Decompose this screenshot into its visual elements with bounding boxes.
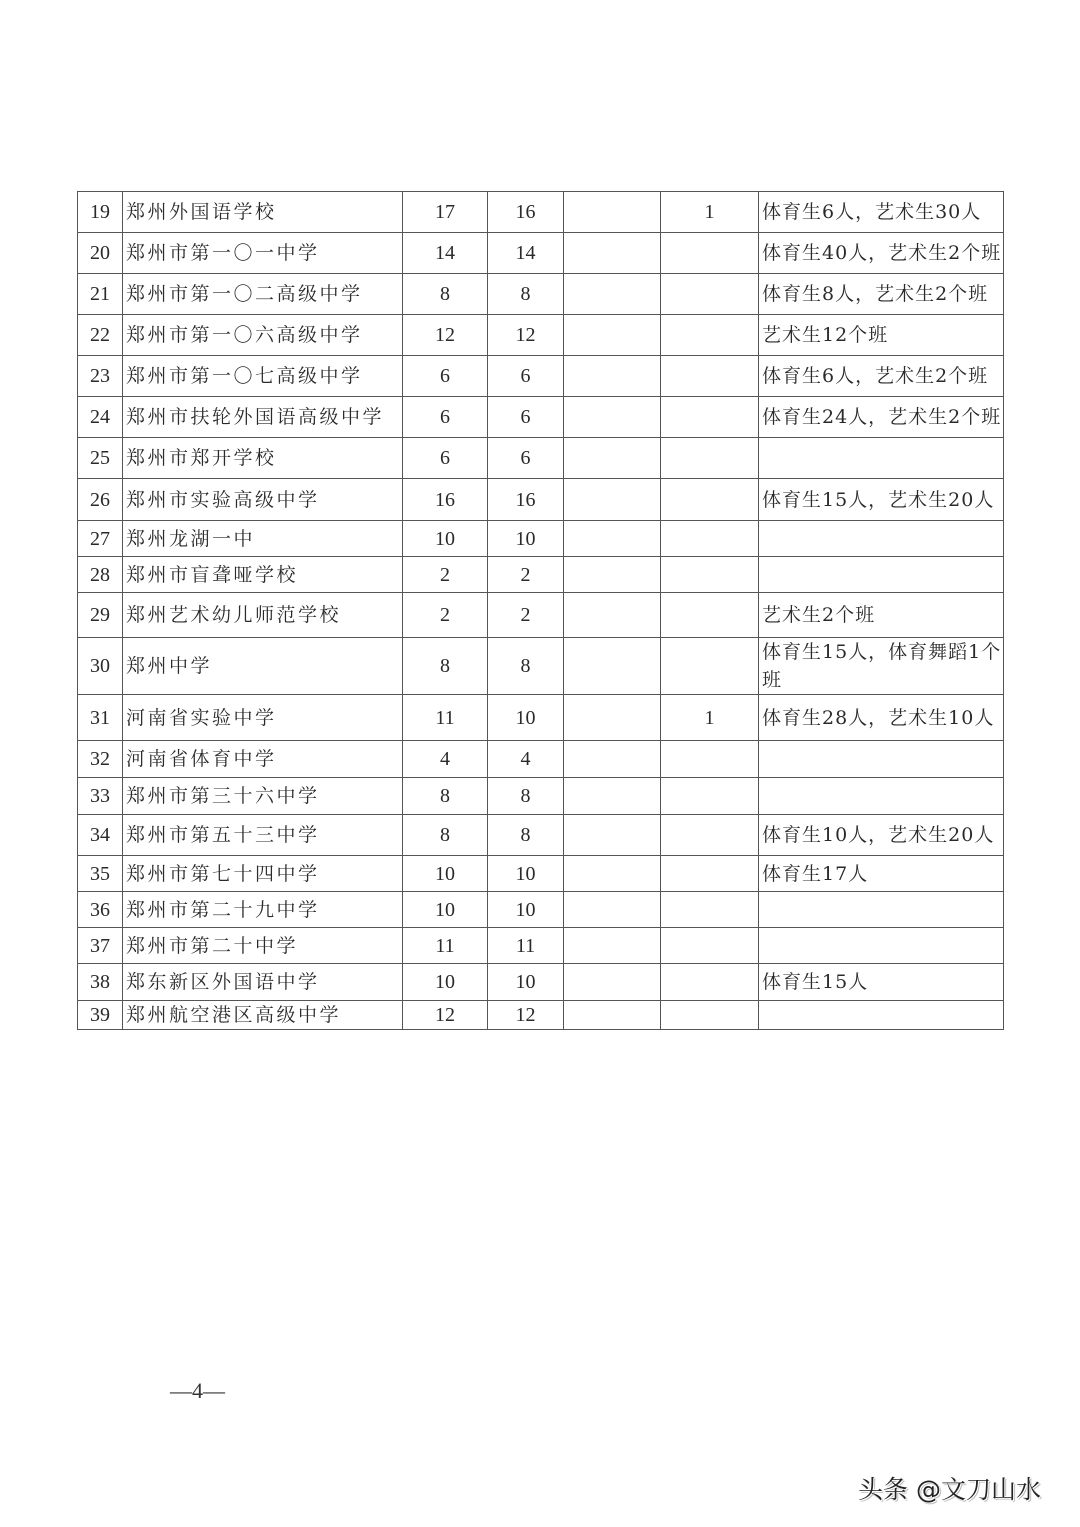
remarks-cell: 艺术生12个班 (759, 315, 1004, 356)
remarks-cell: 体育生6人，艺术生30人 (759, 192, 1004, 233)
table-row (78, 638, 1004, 695)
watermark: 头条 @文刀山水 (858, 1475, 1041, 1504)
page-number: —4— (170, 1378, 225, 1403)
row-number-cell: 39 (78, 1001, 123, 1030)
column-6-cell (661, 1001, 759, 1030)
table-row (78, 521, 1004, 557)
table-row (78, 815, 1004, 856)
column-5-cell (564, 695, 661, 741)
general-classes-cell: 12 (488, 1001, 564, 1030)
column-5-cell (564, 192, 661, 233)
column-5-cell (564, 593, 661, 638)
total-classes-cell: 4 (403, 741, 488, 778)
total-classes-cell: 8 (403, 638, 488, 695)
remarks-cell (759, 1001, 1004, 1030)
table-row (78, 892, 1004, 928)
remarks-cell (759, 557, 1004, 593)
school-name-cell: 河南省实验中学 (123, 695, 403, 741)
general-classes-cell: 8 (488, 778, 564, 815)
school-name-cell: 郑州市第二十九中学 (123, 892, 403, 928)
column-5-cell (564, 274, 661, 315)
remarks-cell (759, 892, 1004, 928)
table-row (78, 593, 1004, 638)
total-classes-cell: 14 (403, 233, 488, 274)
school-name-cell: 郑州外国语学校 (123, 192, 403, 233)
table-row (78, 1001, 1004, 1030)
row-number-cell: 29 (78, 593, 123, 638)
general-classes-cell: 10 (488, 695, 564, 741)
table-row (78, 856, 1004, 892)
column-5-cell (564, 892, 661, 928)
column-5-cell (564, 438, 661, 479)
school-name-cell: 郑州市第五十三中学 (123, 815, 403, 856)
school-name-cell: 郑州中学 (123, 638, 403, 695)
row-number-cell: 25 (78, 438, 123, 479)
general-classes-cell: 10 (488, 856, 564, 892)
total-classes-cell: 17 (403, 192, 488, 233)
column-6-cell (661, 638, 759, 695)
remarks-cell (759, 928, 1004, 964)
column-5-cell (564, 638, 661, 695)
row-number-cell: 35 (78, 856, 123, 892)
general-classes-cell: 12 (488, 315, 564, 356)
row-number-cell: 36 (78, 892, 123, 928)
school-name-cell: 郑州市第一〇二高级中学 (123, 274, 403, 315)
general-classes-cell: 8 (488, 638, 564, 695)
remarks-cell: 体育生15人，体育舞蹈1个班 (759, 638, 1004, 695)
total-classes-cell: 10 (403, 892, 488, 928)
row-number-cell: 22 (78, 315, 123, 356)
column-6-cell: 1 (661, 695, 759, 741)
table-body (78, 192, 1004, 1030)
school-name-cell: 郑州市扶轮外国语高级中学 (123, 397, 403, 438)
table-row (78, 192, 1004, 233)
column-6-cell (661, 521, 759, 557)
column-6-cell (661, 438, 759, 479)
column-6-cell (661, 479, 759, 521)
general-classes-cell: 16 (488, 192, 564, 233)
total-classes-cell: 12 (403, 1001, 488, 1030)
row-number-cell: 31 (78, 695, 123, 741)
general-classes-cell: 6 (488, 438, 564, 479)
column-5-cell (564, 778, 661, 815)
remarks-cell: 体育生8人，艺术生2个班 (759, 274, 1004, 315)
remarks-cell (759, 438, 1004, 479)
row-number-cell: 20 (78, 233, 123, 274)
column-6-cell (661, 593, 759, 638)
remarks-cell: 体育生15人，艺术生20人 (759, 479, 1004, 521)
column-6-cell (661, 741, 759, 778)
remarks-cell: 体育生6人，艺术生2个班 (759, 356, 1004, 397)
column-6-cell (661, 233, 759, 274)
remarks-cell: 体育生28人，艺术生10人 (759, 695, 1004, 741)
total-classes-cell: 6 (403, 438, 488, 479)
column-5-cell (564, 521, 661, 557)
table-row (78, 928, 1004, 964)
row-number-cell: 34 (78, 815, 123, 856)
column-5-cell (564, 815, 661, 856)
row-number-cell: 28 (78, 557, 123, 593)
school-name-cell: 郑州龙湖一中 (123, 521, 403, 557)
total-classes-cell: 16 (403, 479, 488, 521)
row-number-cell: 23 (78, 356, 123, 397)
school-name-cell: 郑州市第三十六中学 (123, 778, 403, 815)
column-6-cell (661, 315, 759, 356)
table-row (78, 695, 1004, 741)
general-classes-cell: 2 (488, 593, 564, 638)
column-5-cell (564, 315, 661, 356)
column-5-cell (564, 233, 661, 274)
column-6-cell (661, 856, 759, 892)
school-name-cell: 郑州市第一〇七高级中学 (123, 356, 403, 397)
general-classes-cell: 10 (488, 521, 564, 557)
column-6-cell (661, 964, 759, 1001)
school-name-cell: 郑州市郑开学校 (123, 438, 403, 479)
table-row (78, 964, 1004, 1001)
general-classes-cell: 8 (488, 274, 564, 315)
table-row (78, 438, 1004, 479)
school-name-cell: 郑州市第一〇六高级中学 (123, 315, 403, 356)
column-6-cell (661, 397, 759, 438)
column-6-cell (661, 892, 759, 928)
row-number-cell: 24 (78, 397, 123, 438)
remarks-cell: 体育生24人，艺术生2个班 (759, 397, 1004, 438)
school-quota-table (77, 191, 1004, 1030)
general-classes-cell: 14 (488, 233, 564, 274)
total-classes-cell: 10 (403, 964, 488, 1001)
column-5-cell (564, 1001, 661, 1030)
total-classes-cell: 6 (403, 356, 488, 397)
school-name-cell: 郑东新区外国语中学 (123, 964, 403, 1001)
total-classes-cell: 11 (403, 695, 488, 741)
column-5-cell (564, 557, 661, 593)
row-number-cell: 32 (78, 741, 123, 778)
general-classes-cell: 4 (488, 741, 564, 778)
general-classes-cell: 16 (488, 479, 564, 521)
table-row (78, 397, 1004, 438)
remarks-cell (759, 741, 1004, 778)
table-row (78, 274, 1004, 315)
row-number-cell: 27 (78, 521, 123, 557)
row-number-cell: 19 (78, 192, 123, 233)
row-number-cell: 38 (78, 964, 123, 1001)
general-classes-cell: 2 (488, 557, 564, 593)
column-5-cell (564, 479, 661, 521)
total-classes-cell: 11 (403, 928, 488, 964)
school-name-cell: 郑州市第一〇一中学 (123, 233, 403, 274)
remarks-cell: 艺术生2个班 (759, 593, 1004, 638)
general-classes-cell: 10 (488, 892, 564, 928)
total-classes-cell: 2 (403, 593, 488, 638)
column-6-cell: 1 (661, 192, 759, 233)
remarks-cell (759, 778, 1004, 815)
row-number-cell: 26 (78, 479, 123, 521)
column-5-cell (564, 356, 661, 397)
table-row (78, 741, 1004, 778)
school-name-cell: 郑州市实验高级中学 (123, 479, 403, 521)
general-classes-cell: 11 (488, 928, 564, 964)
school-name-cell: 郑州市第七十四中学 (123, 856, 403, 892)
column-5-cell (564, 397, 661, 438)
total-classes-cell: 6 (403, 397, 488, 438)
general-classes-cell: 6 (488, 397, 564, 438)
total-classes-cell: 8 (403, 815, 488, 856)
school-name-cell: 郑州航空港区高级中学 (123, 1001, 403, 1030)
column-6-cell (661, 778, 759, 815)
school-name-cell: 郑州市盲聋哑学校 (123, 557, 403, 593)
school-name-cell: 郑州艺术幼儿师范学校 (123, 593, 403, 638)
column-5-cell (564, 856, 661, 892)
row-number-cell: 37 (78, 928, 123, 964)
total-classes-cell: 8 (403, 778, 488, 815)
column-5-cell (564, 741, 661, 778)
total-classes-cell: 12 (403, 315, 488, 356)
school-name-cell: 郑州市第二十中学 (123, 928, 403, 964)
row-number-cell: 21 (78, 274, 123, 315)
column-6-cell (661, 274, 759, 315)
column-5-cell (564, 928, 661, 964)
total-classes-cell: 2 (403, 557, 488, 593)
general-classes-cell: 6 (488, 356, 564, 397)
remarks-cell: 体育生15人 (759, 964, 1004, 1001)
remarks-cell: 体育生17人 (759, 856, 1004, 892)
school-name-cell: 河南省体育中学 (123, 741, 403, 778)
row-number-cell: 30 (78, 638, 123, 695)
row-number-cell: 33 (78, 778, 123, 815)
general-classes-cell: 8 (488, 815, 564, 856)
column-5-cell (564, 964, 661, 1001)
table-row (78, 557, 1004, 593)
column-6-cell (661, 928, 759, 964)
table-row (78, 356, 1004, 397)
column-6-cell (661, 815, 759, 856)
table-row (78, 233, 1004, 274)
remarks-cell: 体育生10人，艺术生20人 (759, 815, 1004, 856)
table-row (78, 479, 1004, 521)
table-row (78, 778, 1004, 815)
remarks-cell: 体育生40人，艺术生2个班 (759, 233, 1004, 274)
total-classes-cell: 10 (403, 856, 488, 892)
column-6-cell (661, 356, 759, 397)
total-classes-cell: 8 (403, 274, 488, 315)
total-classes-cell: 10 (403, 521, 488, 557)
general-classes-cell: 10 (488, 964, 564, 1001)
remarks-cell (759, 521, 1004, 557)
table-row (78, 315, 1004, 356)
column-6-cell (661, 557, 759, 593)
